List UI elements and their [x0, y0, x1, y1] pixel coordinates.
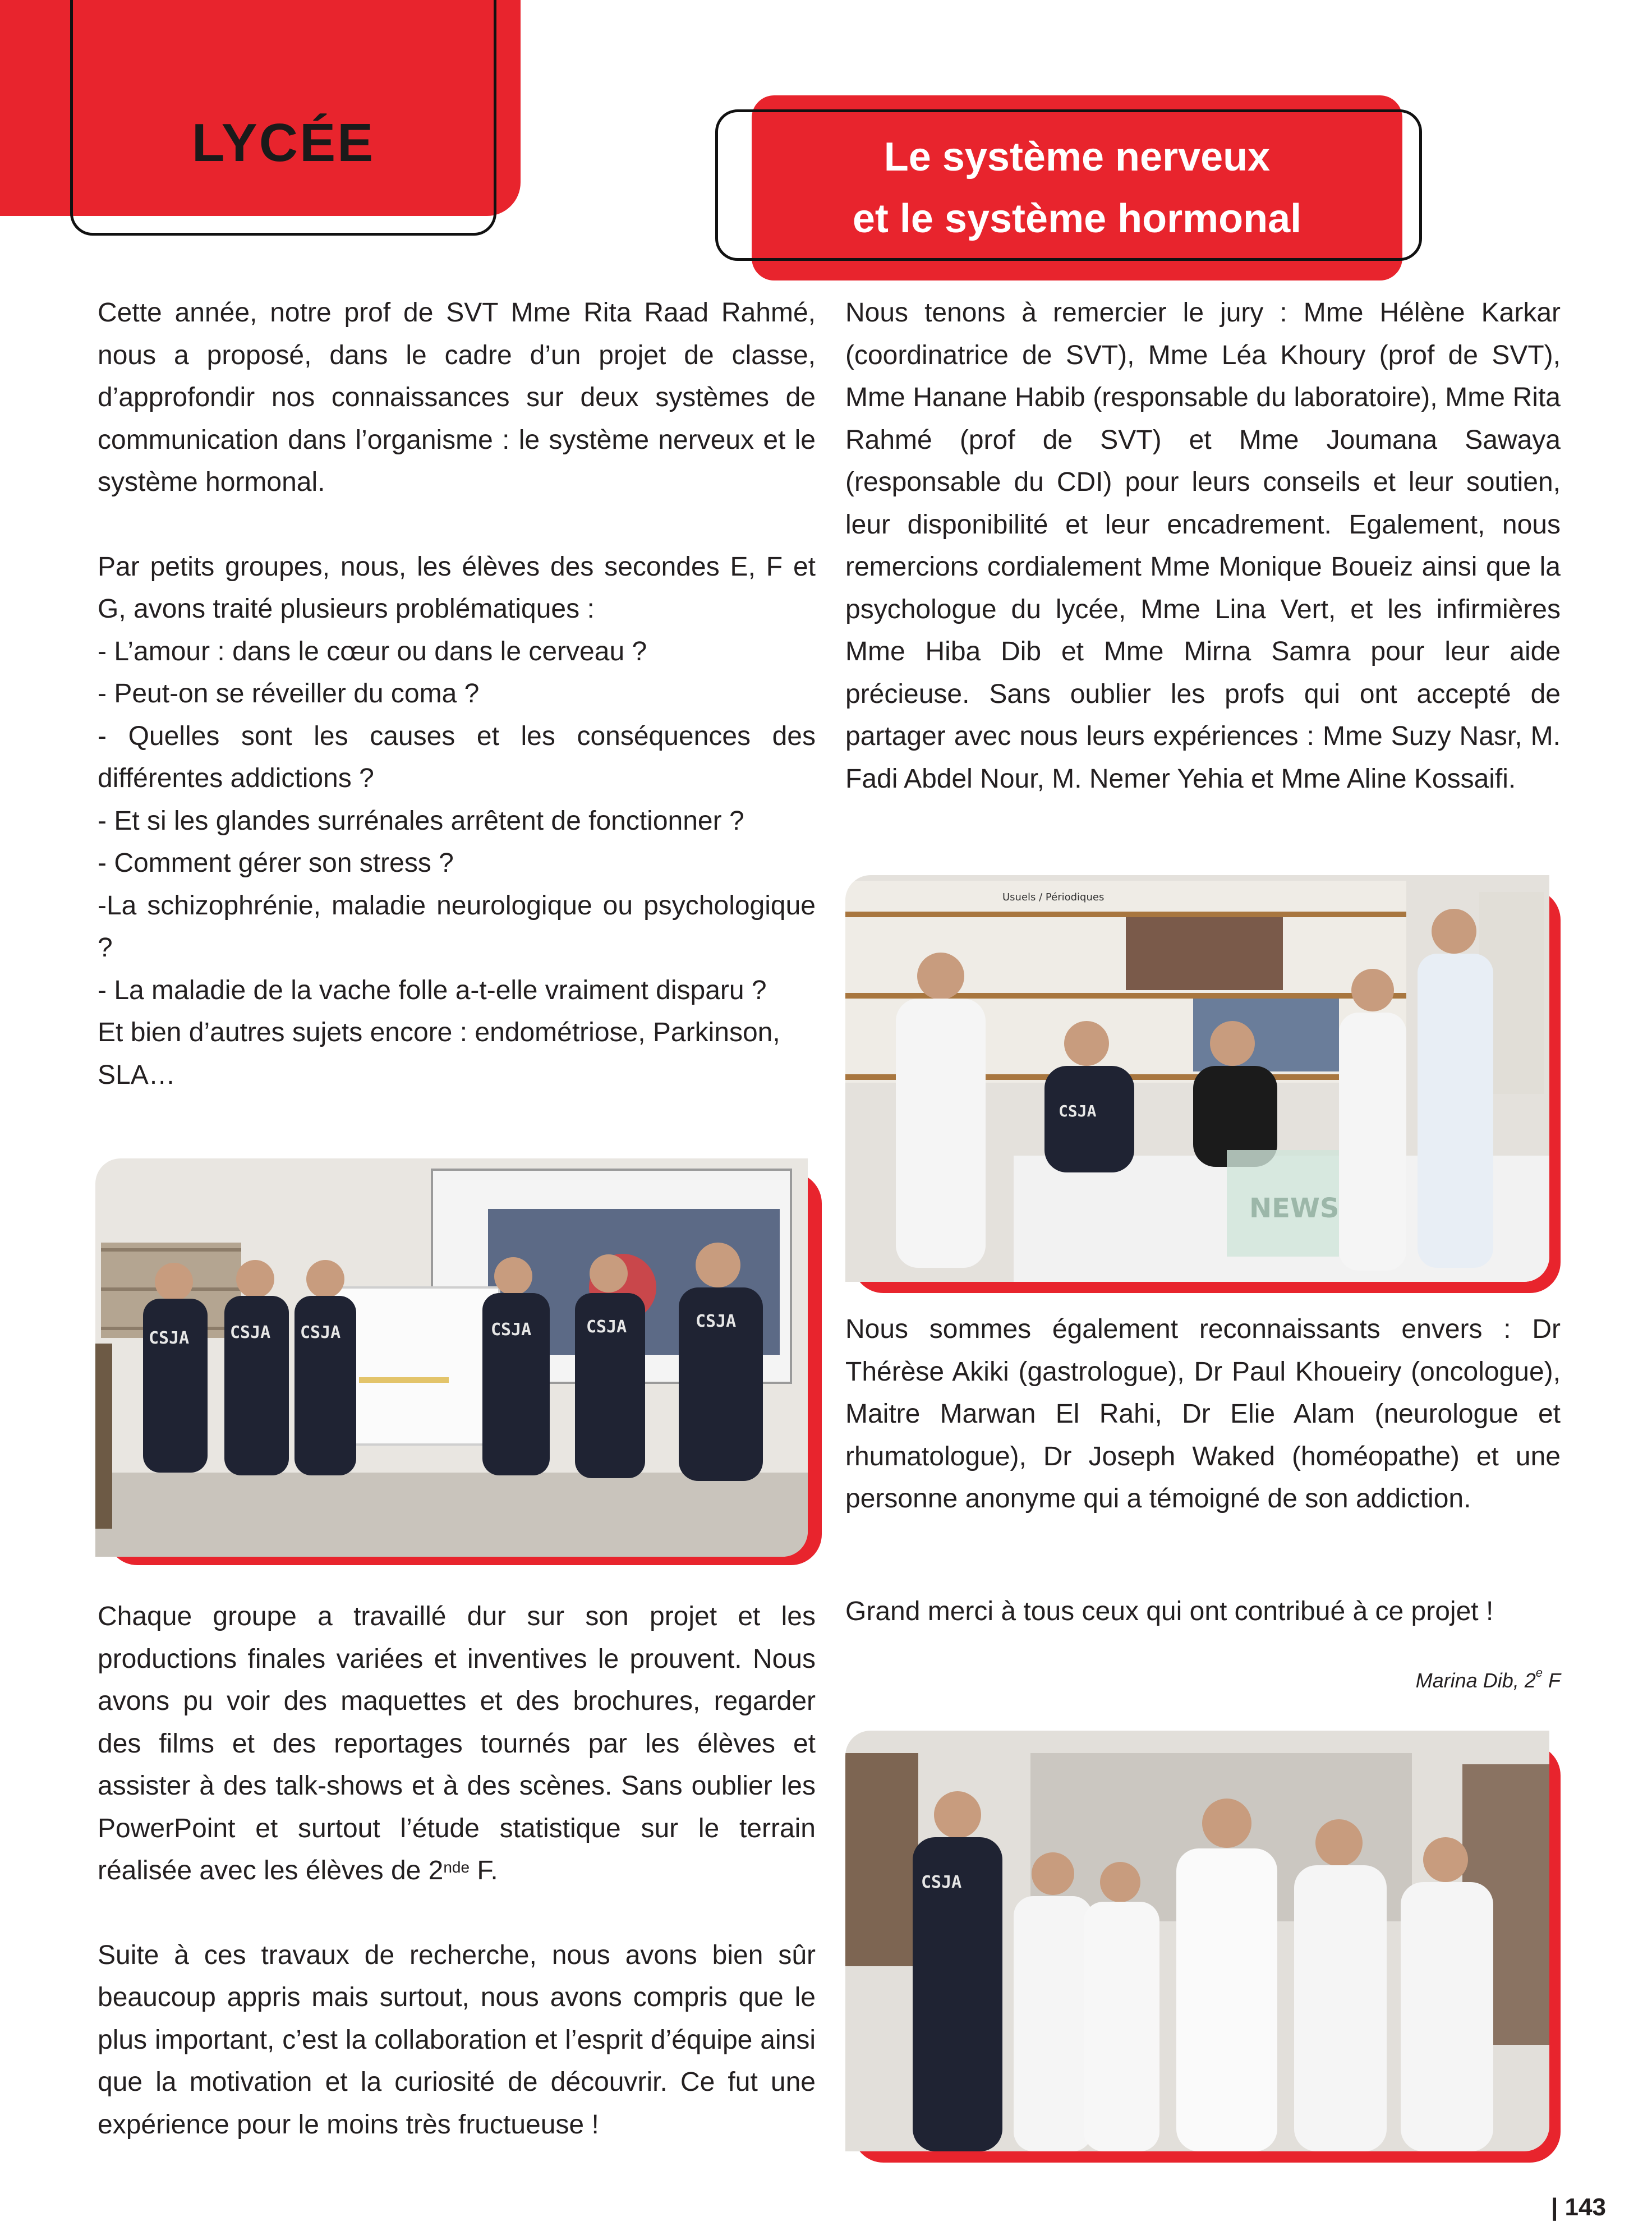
right-column-closing: [845, 1590, 1561, 1633]
section-label: LYCÉE: [191, 113, 375, 173]
photo-lab-coats: [845, 1731, 1549, 2151]
question-item: - La maladie de la vache folle a-t-elle vraiment disparu ?: [98, 975, 767, 1005]
question-item: Et bien d’autres sujets encore : endométriose, Parkinson, SLA…: [98, 1018, 780, 1090]
work-superscript: nde: [443, 1859, 470, 1876]
intro-paragraph: Cette année, notre prof de SVT Mme Rita Raad Rahmé, nous a proposé, dans le cadre d’un projet de classe, d’approfondir nos connaissances sur deux systèmes de communication dans l’organisme : le système nerveux et le système hormonal.: [98, 298, 816, 497]
hoodie-text: CSJA: [586, 1317, 627, 1337]
work-text-end: F.: [470, 1856, 498, 1885]
left-column-top: [98, 292, 816, 1096]
photo-table-scene: [845, 875, 1549, 1282]
groups-intro: Par petits groupes, nous, les élèves des secondes E, F et G, avons traité plusieurs problématiques :: [98, 551, 816, 624]
closing-line: Grand merci à tous ceux qui ont contribué à ce projet !: [845, 1597, 1494, 1626]
title-line-1: Le système nerveux: [883, 135, 1271, 180]
credit-name: Marina Dib, 2: [1415, 1669, 1536, 1692]
question-item: - Quelles sont les causes et les conséquences des différentes addictions ?: [98, 721, 816, 793]
hoodie-text: CSJA: [1059, 1102, 1097, 1120]
hoodie-text: CSJA: [230, 1323, 271, 1342]
credit-superscript: e: [1535, 1666, 1543, 1680]
title-line-2: et le système hormonal: [852, 196, 1302, 241]
hoodie-text: CSJA: [149, 1328, 190, 1348]
question-item: -La schizophrénie, maladie neurologique ou psychologique ?: [98, 890, 816, 963]
page-number: | 143: [1551, 2193, 1606, 2221]
right-column-middle: [845, 1308, 1561, 1520]
question-item: - L’amour : dans le cœur ou dans le cerveau ?: [98, 636, 647, 666]
question-item: - Comment gérer son stress ?: [98, 848, 454, 878]
credit-class: F: [1543, 1669, 1561, 1692]
work-paragraph: [98, 1595, 816, 1892]
question-item: - Et si les glandes surrénales arrêtent de fonctionner ?: [98, 806, 744, 836]
left-column-bottom: [98, 1595, 816, 2146]
conclusion-paragraph: Suite à ces travaux de recherche, nous avons bien sûr beaucoup appris mais surtout, nous avons compris que le plus important, c’est la collaboration et l’esprit d’équipe ainsi que la motivation et la curiosité de découvrir. Ce fut une expérience pour le moins très fructueuse !: [98, 1940, 816, 2140]
hoodie-text: CSJA: [921, 1873, 962, 1892]
author-credit: [845, 1666, 1561, 1692]
hoodie-text: CSJA: [491, 1320, 532, 1340]
right-column-top: [845, 292, 1561, 800]
shelf-label: Usuels / Périodiques: [1002, 891, 1105, 903]
box-text: NEWS: [1249, 1193, 1340, 1224]
thanks-jury-paragraph: Nous tenons à remercier le jury : Mme Hélène Karkar (coordinatrice de SVT), Mme Léa Khoury (prof de SVT), Mme Hanane Habib (responsable du laboratoire), Mme Rita Rahmé (prof de SVT) et Mme Joumana Sawaya (responsable du CDI) pour leurs conseils et leur soutien, leur disponibilité et leur encadrement. Egalement, nous remercions cordialement Mme Monique Boueiz ainsi que la psychologue du lycée, Mme Lina Vert, et les infirmières Mme Hiba Dib et Mme Mirna Samra pour leur aide précieuse. Sans oublier les profs qui ont accepté de partager avec nous leurs expériences : Mme Suzy Nasr, M. Fadi Abdel Nour, M. Nemer Yehia et Mme Aline Kossaifi.: [845, 298, 1561, 794]
photo-boys-poster: [95, 1158, 808, 1557]
work-text: Chaque groupe a travaillé dur sur son projet et les productions finales variées et inventives le prouvent. Nous avons pu voir des maquettes et des brochures, regarder des films et des reportages tournés par les élèves et assister à des talk-shows et à des scènes. Sans oublier les PowerPoint et surtout l’étude statistique sur le terrain réalisée avec les élèves de 2: [98, 1602, 816, 1885]
thanks-experts-paragraph: Nous sommes également reconnaissants envers : Dr Thérèse Akiki (gastrologue), Dr Paul Khoueiry (oncologue), Maitre Marwan El Rahi, Dr Elie Alam (neurologue et rhumatologue), Dr Joseph Waked (homéopathe) et une personne anonyme qui a témoigné de son addiction.: [845, 1314, 1561, 1514]
hoodie-text: CSJA: [696, 1312, 737, 1331]
article-title: [752, 126, 1402, 250]
hoodie-text: CSJA: [300, 1323, 341, 1342]
question-item: - Peut-on se réveiller du coma ?: [98, 679, 480, 709]
